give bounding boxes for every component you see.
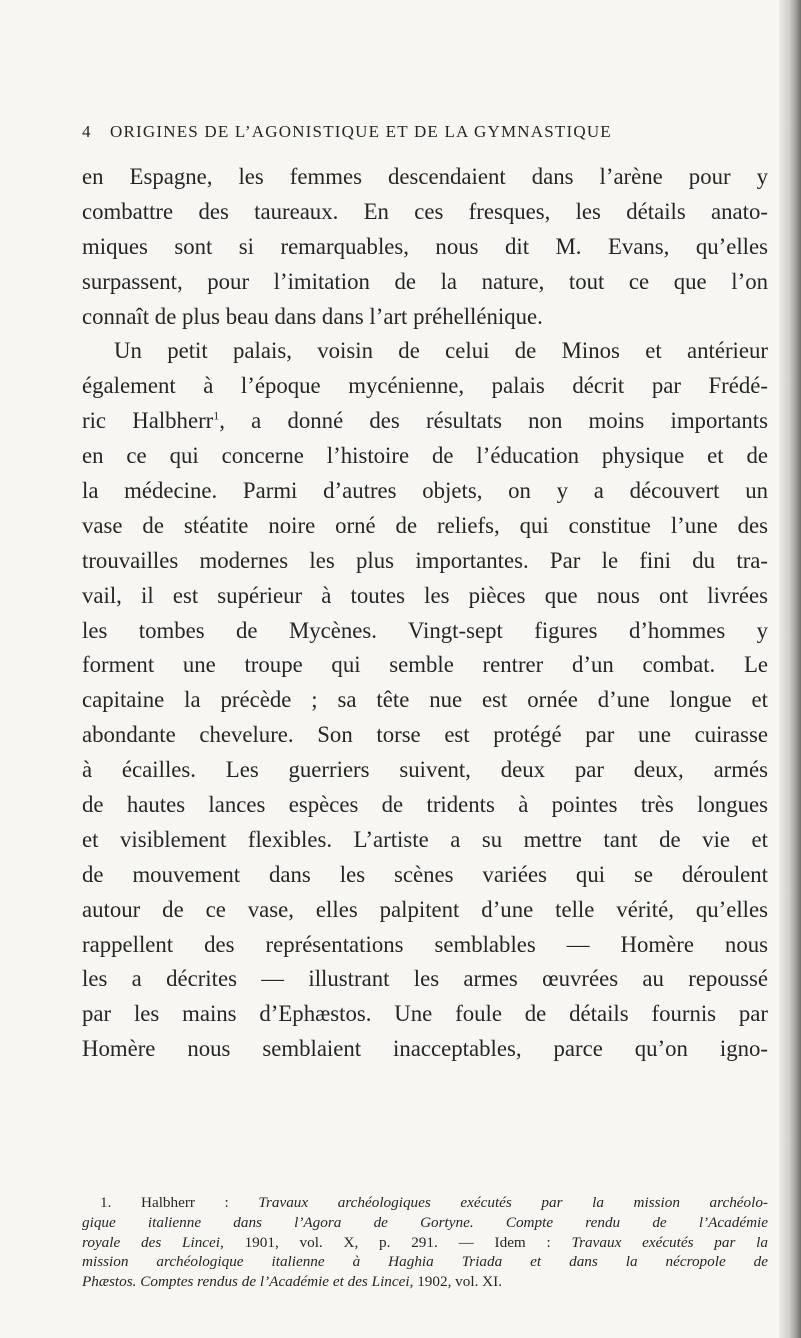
text-line: vase de stéatite noire orné de reliefs, qui constitue l’une des [82, 512, 768, 538]
text-line: capitaine la précède ; sa tête nue est ornée d’une longue et [82, 687, 768, 713]
footnote-marker: 1 [213, 408, 220, 423]
text-fragment: , a donné des résultats non moins importants [219, 408, 768, 434]
text-line: abondante chevelure. Son torse est protégé par une cuirasse [82, 722, 768, 748]
text-line: trouvailles modernes les plus importantes. Par le fini du tra- [82, 547, 768, 573]
text-line: Un petit palais, voisin de celui de Minos et antérieur [114, 338, 768, 364]
text-line: rappellent des représentations semblables — Homère nous [82, 931, 768, 957]
footnote-title: Phæstos. Comptes rendus de l’Académie et des Lincei, [82, 1273, 414, 1291]
text-line: autour de ce vase, elles palpitent d’une telle vérité, qu’elles [82, 896, 768, 922]
text-line: Homère nous semblaient inacceptables, parce qu’on igno- [82, 1036, 768, 1062]
text-line: les a décrites — illustrant les armes œuvrées au repoussé [82, 966, 768, 992]
text-line: vail, il est supérieur à toutes les pièces que nous ont livrées [82, 582, 768, 608]
page-number: 4 [82, 122, 91, 141]
text-line: de hautes lances espèces de tridents à pointes très longues [82, 792, 768, 818]
footnote-title: gique italienne dans l’Agora de Gortyne. Compte rendu de l’Académie [82, 1213, 768, 1231]
footnote-ref: 1902, vol. XI. [413, 1273, 502, 1291]
text-line: et visiblement flexibles. L’artiste a su mettre tant de vie et [82, 826, 768, 852]
text-line: surpassent, pour l’imitation de la nature, tout ce que l’on [82, 268, 768, 294]
footnote-title: Travaux exécutés par la [571, 1233, 768, 1251]
footnote-title: mission archéologique italienne à Haghia Triada et dans la nécropole de [82, 1253, 768, 1271]
footnote [82, 1193, 768, 1292]
text-line: en ce qui concerne l’histoire de l’éducation physique et de [82, 443, 768, 469]
footnote-title: royale des Lincei, [82, 1233, 224, 1251]
footnote-ref: 1901, vol. X, p. 291. — Idem : [223, 1233, 572, 1251]
text-line: les tombes de Mycènes. Vingt-sept figures d’hommes y [82, 617, 768, 643]
text-line: combattre des taureaux. En ces fresques, les détails anato- [82, 198, 768, 224]
footnote-line [82, 1193, 768, 1213]
footnote-line [82, 1252, 768, 1272]
footnote-line [82, 1213, 768, 1233]
page-header [0, 122, 801, 148]
text-line: en Espagne, les femmes descendaient dans l’arène pour y [82, 164, 768, 189]
footnote-number: 1. Halbherr : [100, 1194, 259, 1211]
footnote-line [82, 1272, 768, 1292]
text-line [82, 404, 768, 439]
footnote-line [82, 1233, 768, 1253]
text-line: connaît de plus beau dans dans l’art préhellénique. [82, 303, 543, 329]
body-text [82, 160, 768, 1067]
text-line: miques sont si remarquables, nous dit M. Evans, qu’elles [82, 233, 768, 259]
text-line: de mouvement dans les scènes variées qui se déroulent [82, 861, 768, 887]
page-edge-shadow [779, 0, 801, 1338]
text-line: forment une troupe qui semble rentrer d’un combat. Le [82, 652, 768, 678]
footnote-title: Travaux archéologiques exécutés par la mission archéolo- [258, 1194, 768, 1211]
author-name: ric Halbherr [82, 408, 214, 434]
text-line: la médecine. Parmi d’autres objets, on y a découvert un [82, 478, 768, 504]
running-title: ORIGINES DE L’AGONISTIQUE ET DE LA GYMNASTIQUE [110, 122, 612, 141]
text-line: à écailles. Les guerriers suivent, deux par deux, armés [82, 757, 768, 783]
text-line: par les mains d’Ephæstos. Une foule de détails fournis par [82, 1001, 768, 1027]
text-line: également à l’époque mycénienne, palais décrit par Frédé- [82, 373, 768, 399]
